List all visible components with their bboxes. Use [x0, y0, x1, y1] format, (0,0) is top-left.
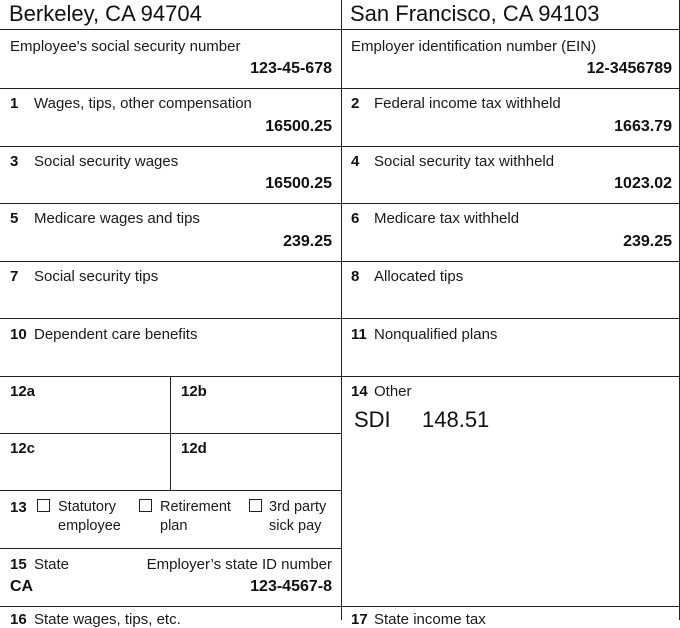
box-14-code: SDI [354, 407, 391, 432]
box-12b-label: 12b [181, 383, 207, 400]
box-4-value: 1023.02 [614, 175, 672, 192]
employee-city: Berkeley, CA 94704 [9, 1, 202, 26]
ssn-value: 123-45-678 [250, 60, 332, 77]
state-id-value: 123-4567-8 [250, 578, 332, 595]
ein-value: 12-3456789 [586, 60, 672, 77]
box-1-value: 16500.25 [265, 118, 332, 135]
ssn-label: Employee's social security number [10, 38, 241, 55]
box-12c-label: 12c [10, 440, 36, 457]
box-11-number: 11 [351, 326, 367, 343]
box-7-number: 7 [10, 268, 19, 285]
retirement-label: plan [160, 518, 188, 534]
box-1-number: 1 [10, 95, 19, 112]
box-12a-label: 12a [10, 383, 36, 400]
box-16-number: 16 [10, 611, 27, 628]
box-10-number: 10 [10, 326, 27, 343]
box-3-number: 3 [10, 153, 19, 170]
box-8-number: 8 [351, 268, 360, 285]
box-4-number: 4 [351, 153, 360, 170]
box-16-label: State wages, tips, etc. [34, 611, 181, 628]
box-10-label: Dependent care benefits [34, 326, 198, 343]
box-15-label: State [34, 556, 70, 573]
divider [0, 88, 680, 89]
box-7-label: Social security tips [34, 268, 159, 285]
divider [0, 490, 341, 491]
divider [341, 0, 342, 620]
divider [0, 261, 680, 262]
box-17-label: State income tax [374, 611, 486, 628]
box-11-label: Nonqualified plans [374, 326, 498, 343]
box-6-value: 239.25 [623, 233, 672, 250]
employer-city: San Francisco, CA 94103 [350, 1, 600, 26]
box-2-number: 2 [351, 95, 360, 112]
box-5-value: 239.25 [283, 233, 332, 250]
statutory-employee-checkbox[interactable] [37, 499, 50, 512]
box-14-number: 14 [351, 383, 368, 400]
box-4-label: Social security tax withheld [374, 153, 555, 170]
state-value: CA [10, 578, 34, 595]
divider [170, 376, 171, 490]
box-3-value: 16500.25 [265, 175, 332, 192]
box-5-label: Medicare wages and tips [34, 210, 200, 227]
statutory-label: employee [58, 518, 121, 534]
divider [0, 376, 680, 377]
divider [0, 606, 680, 607]
box-14-label: Other [374, 383, 412, 400]
third-party-sick-pay-checkbox[interactable] [249, 499, 262, 512]
statutory-label: Statutory [58, 499, 117, 515]
box-6-number: 6 [351, 210, 360, 227]
ein-label: Employer identification number (EIN) [351, 38, 597, 55]
state-id-label: Employer’s state ID number [146, 556, 332, 573]
box-8-label: Allocated tips [374, 268, 464, 285]
divider [0, 203, 680, 204]
box-1-label: Wages, tips, other compensation [34, 95, 252, 112]
box-12d-label: 12d [181, 440, 207, 457]
divider [0, 146, 680, 147]
divider [0, 318, 680, 319]
third-party-label: 3rd party [269, 499, 327, 515]
box-17-number: 17 [351, 611, 368, 628]
box-6-label: Medicare tax withheld [374, 210, 520, 227]
box-5-number: 5 [10, 210, 19, 227]
box-13-number: 13 [10, 499, 27, 516]
box-14-amount: 148.51 [422, 407, 490, 432]
box-2-value: 1663.79 [614, 118, 672, 135]
box-3-label: Social security wages [34, 153, 179, 170]
box-15-number: 15 [10, 556, 27, 573]
box-2-label: Federal income tax withheld [374, 95, 561, 112]
third-party-label: sick pay [269, 518, 322, 534]
retirement-label: Retirement [160, 499, 231, 515]
retirement-plan-checkbox[interactable] [139, 499, 152, 512]
divider [0, 548, 341, 549]
divider [0, 29, 680, 30]
